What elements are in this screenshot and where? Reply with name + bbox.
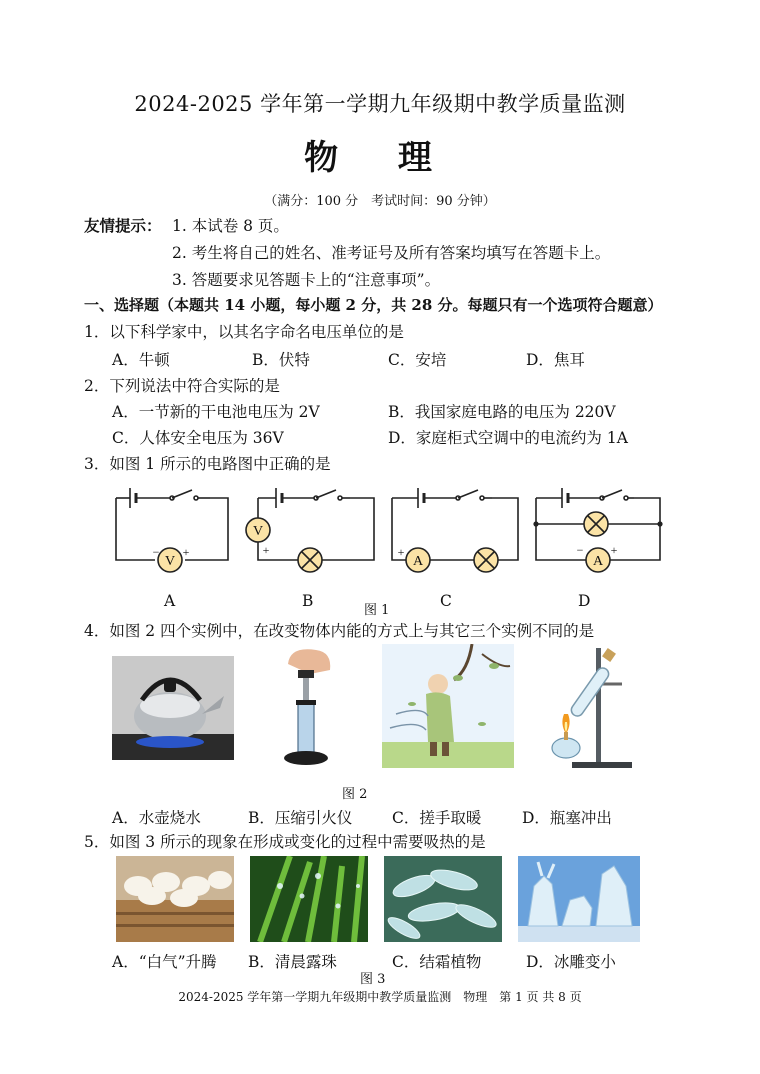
section-heading: 一、选择题（本题共 14 小题，每小题 2 分，共 28 分。每题只有一个选项符合题意）	[84, 296, 663, 314]
circuit-a-voltmeter-label: V	[164, 554, 176, 569]
tips-item-2: 2. 考生将自己的姓名、准考证号及所有答案均填写在答题卡上。	[172, 244, 611, 262]
ice-sculpture-photo	[518, 856, 640, 942]
circuit-b	[246, 488, 374, 572]
figure-1-circuits	[100, 480, 680, 580]
page-footer: 2024-2025 学年第一学期九年级期中教学质量监测 物理 第 1 页 共 8 页	[178, 990, 582, 1004]
circuit-label-a: A	[164, 592, 176, 610]
q2-option-b: B．我国家庭电路的电压为 220V	[388, 403, 616, 421]
circuit-a-plus: +	[182, 545, 190, 559]
q2-option-c: C．人体安全电压为 36V	[112, 429, 284, 447]
figure-3-caption: 图 3	[360, 972, 386, 987]
steamed-buns-photo	[116, 856, 234, 942]
q5-option-d: D．冰雕变小	[526, 953, 616, 971]
circuit-c-plus: +	[397, 545, 405, 559]
figure-1-caption: 图 1	[364, 603, 390, 618]
q4-option-d: D．瓶塞冲出	[522, 809, 612, 827]
circuit-d-minus: −	[576, 543, 584, 557]
circuit-d-plus: +	[610, 543, 618, 557]
fire-piston-photo	[270, 644, 340, 772]
circuit-c-ammeter-label: A	[412, 554, 424, 569]
q2-option-d: D．家庭柜式空调中的电流约为 1A	[388, 429, 628, 447]
tips-item-3: 3. 答题要求见答题卡上的“注意事项”。	[172, 271, 441, 289]
kettle-photo	[112, 656, 234, 760]
test-tube-heating-photo	[534, 644, 658, 774]
exam-meta: （满分：100 分 考试时间：90 分钟）	[264, 194, 496, 209]
frost-plant-photo	[384, 856, 502, 942]
q1-stem: 1．以下科学家中，以其名字命名电压单位的是	[84, 323, 404, 341]
rubbing-hands-illustration	[382, 644, 514, 768]
q1-option-d: D．焦耳	[526, 351, 585, 369]
dew-drops-photo	[250, 856, 368, 942]
exam-title: 2024-2025 学年第一学期九年级期中教学质量监测	[134, 92, 626, 116]
circuit-label-b: B	[302, 592, 314, 610]
circuit-label-d: D	[578, 592, 591, 610]
q1-option-c: C．安培	[388, 351, 447, 369]
q4-option-c: C．搓手取暖	[392, 809, 482, 827]
q5-option-a: A．“白气”升腾	[112, 953, 217, 971]
circuit-b-voltmeter-label: V	[252, 524, 264, 539]
q3-stem: 3．如图 1 所示的电路图中正确的是	[84, 455, 331, 473]
circuit-b-plus: +	[262, 543, 270, 557]
circuit-label-c: C	[440, 592, 452, 610]
circuit-c	[392, 488, 518, 572]
circuit-d-ammeter-label: A	[592, 554, 604, 569]
q5-stem: 5．如图 3 所示的现象在形成或变化的过程中需要吸热的是	[84, 833, 486, 851]
q2-stem: 2．下列说法中符合实际的是	[84, 377, 280, 395]
subject-title: 物 理	[304, 138, 456, 178]
q4-option-a: A．水壶烧水	[112, 809, 201, 827]
tips-item-1: 1. 本试卷 8 页。	[172, 217, 289, 235]
tips-label: 友情提示：	[84, 216, 162, 235]
q5-option-b: B．清晨露珠	[248, 953, 337, 971]
circuit-a-minus: −	[152, 545, 160, 559]
q5-option-c: C．结霜植物	[392, 953, 482, 971]
q4-option-b: B．压缩引火仪	[248, 809, 353, 827]
q4-stem: 4．如图 2 四个实例中，在改变物体内能的方式上与其它三个实例不同的是	[84, 622, 595, 640]
q1-option-b: B．伏特	[252, 351, 310, 369]
q1-option-a: A．牛顿	[112, 351, 170, 369]
q2-option-a: A．一节新的干电池电压为 2V	[112, 403, 320, 421]
figure-2-caption: 图 2	[342, 787, 368, 802]
